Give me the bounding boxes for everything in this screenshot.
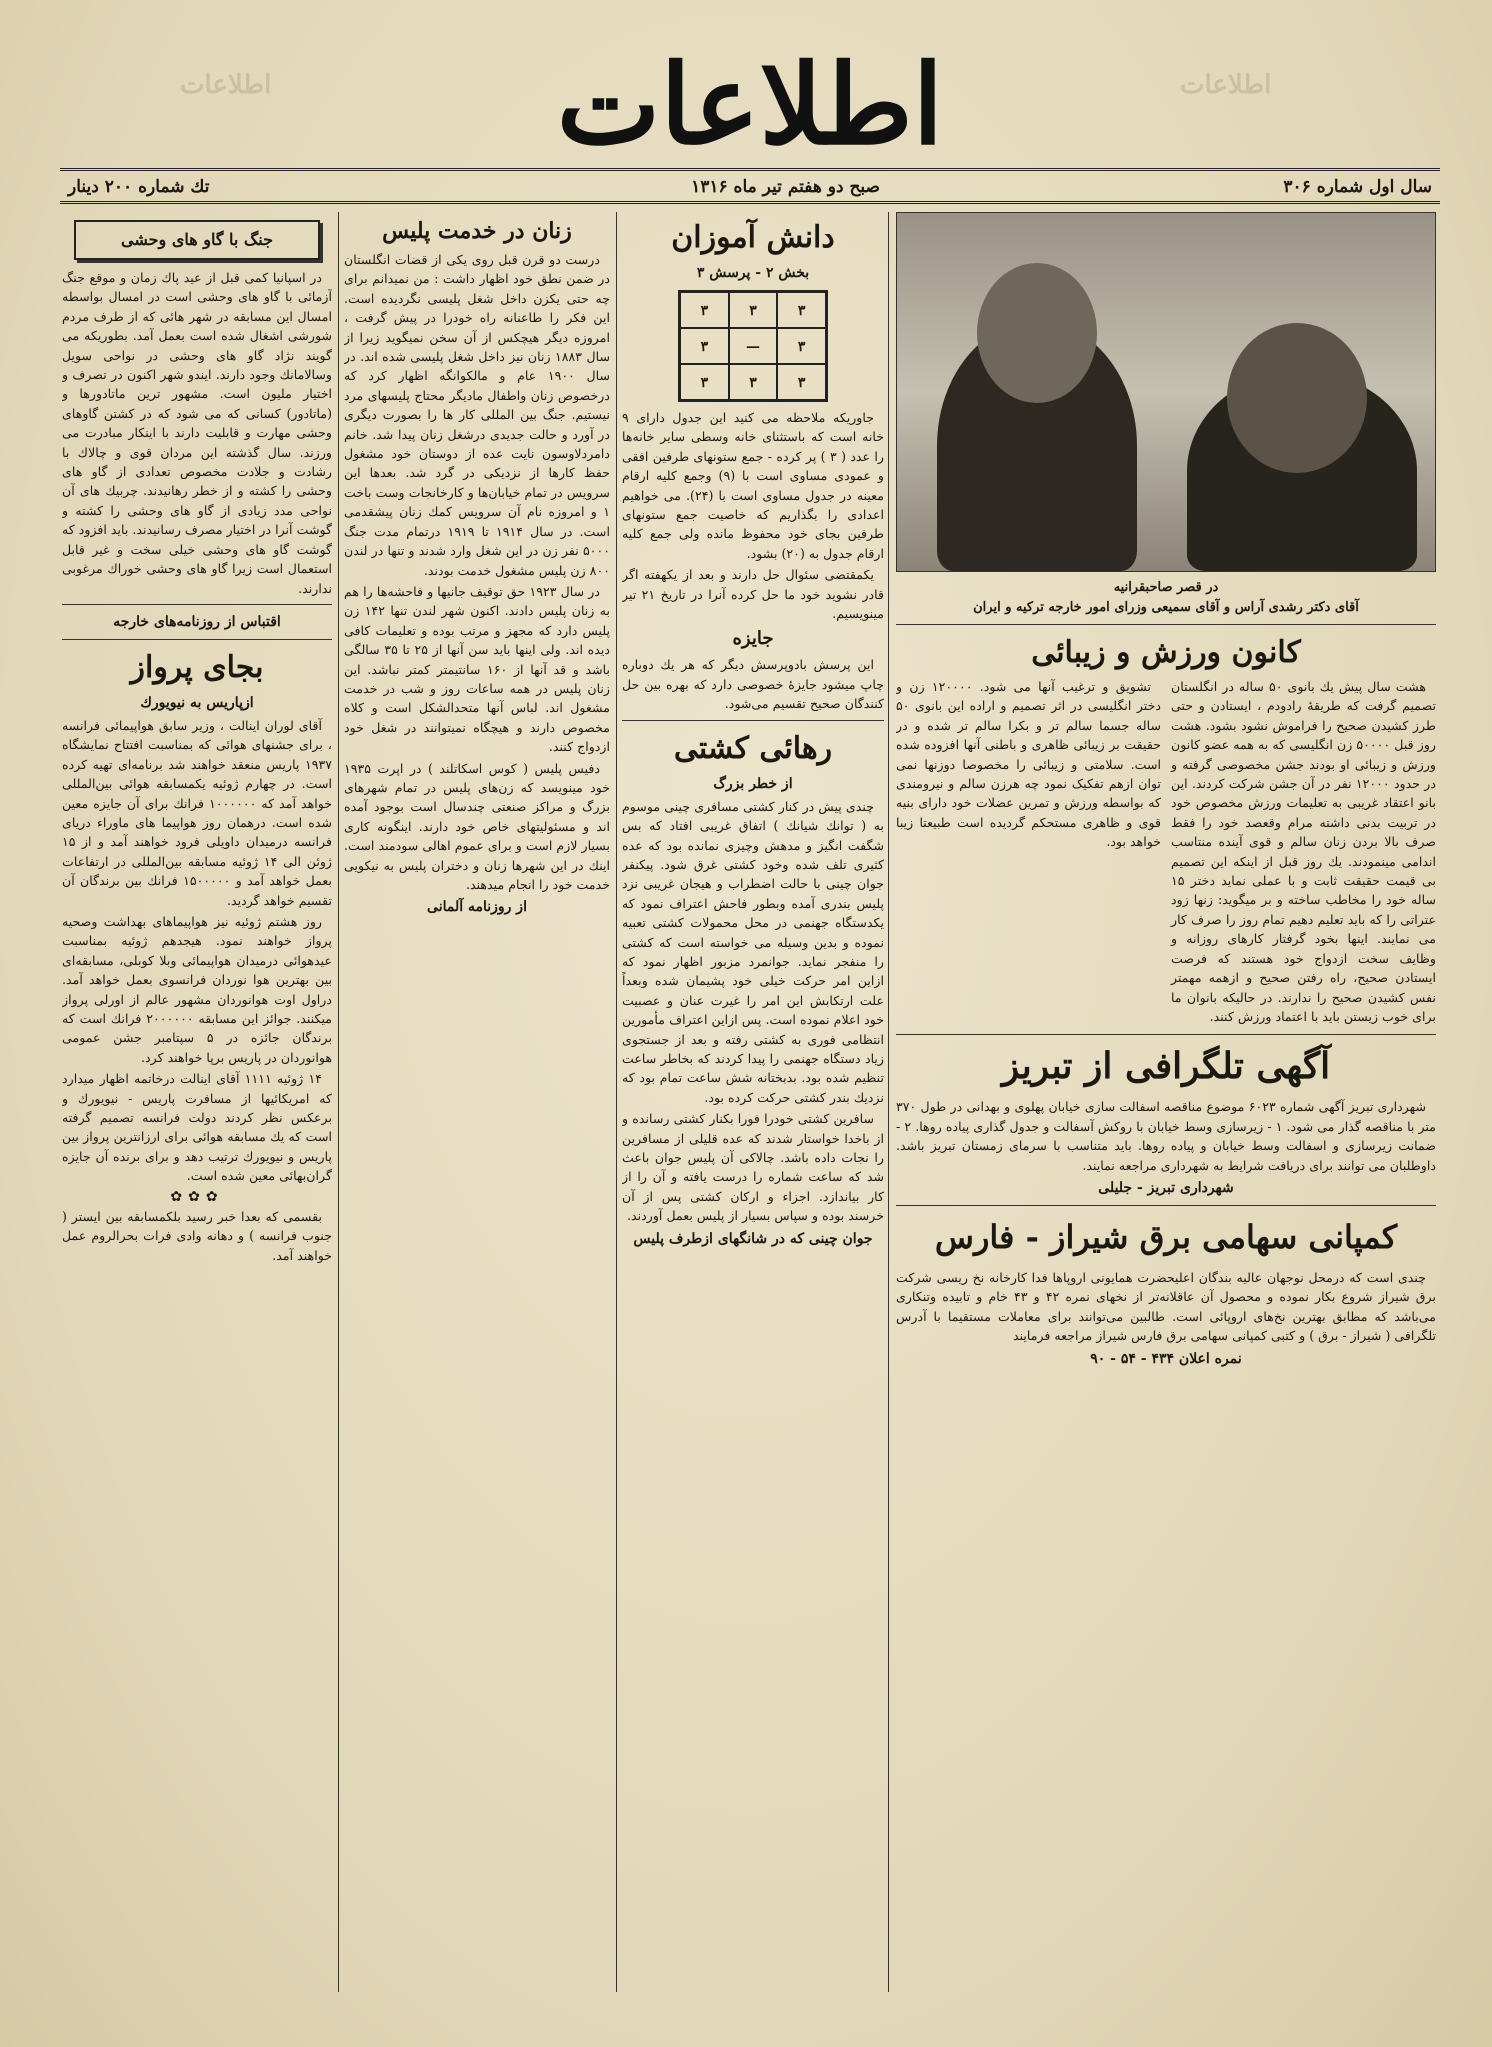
photo-caption <box>896 578 1436 618</box>
students-subtitle: بخش ۲ - پرسش ۳ <box>696 265 810 281</box>
dateline <box>60 168 1440 204</box>
column-rule <box>616 212 617 1992</box>
puzzle-cell: ۳ <box>680 328 729 364</box>
bullfight-box-title: جنگ با گاو های وحشی <box>74 220 320 260</box>
ship-story-footer: جوان چینی که در شانگهای ازطرف پلیس <box>633 1230 873 1247</box>
women-police-source: از روزنامه آلمانی <box>427 899 527 916</box>
head-left <box>977 263 1097 403</box>
flight-footer: بقسمی که بعدا خبر رسید بلکمسابقه بین ایستر ( جنوب فرانسه ) و دهانه وادی فرات بحرالروم عمل خواهند آمد. <box>62 1209 332 1263</box>
puzzle-text: جاوریکه ملاحظه می کنید این جدول دارای ۹ خانه است که باستثنای خانه وسطی سایر خانه‌ها را عدد ( ۳ ) پر کرده - جمع ستونهای طرفین افقی و عمودی مساوی است با (۹) وجمع کلیه ارقام معینه در جدول مساوی است با (۲۴). می خواهیم اعدادی را بگذاریم که خاصیت جمع ستونهای طرفین بجای خود محفوظ مانده ولی جمع کلیه ارقام جدول به (۲۰) بشود. <box>622 410 884 561</box>
prize-text: این پرسش بادوپرسش دیگر که هر یك دوباره چاپ میشود جایزهٔ خصوصی دارد که بهره بین حل کنندگان صحیح تقسیم می‌شود. <box>622 657 884 712</box>
ship-story-body-2: سافرین کشتی خودرا فورا بکنار کشتی رسانده و از باخدا خواستار شدند که عده قلیلی از مسافرین را نجات داده باشد. چالاکی آن پلیس جوان باعث شد که ساعت شماره را درست یافته و آن را از کار بیاندازد. اجزاء و ارکان کشتی پس از آن خرسند بوده و سپاس بسیار از پلیس بعمل آوردند. <box>622 1111 884 1224</box>
column-rule <box>338 212 339 1992</box>
divider <box>896 1034 1436 1035</box>
masthead <box>60 30 1440 170</box>
column-students <box>622 212 884 1992</box>
ship-story-title: رهائی کشتی <box>673 730 833 766</box>
issue-date: صبح دو هفتم تیر ماه ۱۳۱۶ <box>691 177 880 197</box>
ad-shiraz-body: چندی است که درمحل نوجهان عالیه بندگان اعلیحضرت همایونی اروپاها فدا کارخانه نخ ریسی شرکت برق شیراز شروع بکار نموده و محصول آن عاقلانه‌تر از نخهای نمره ۴۲ و ۴۳ خام و تابیده وتنکاری می‌باشد که مطابق بهترین نخ‌های اروپائی است. طالبین می‌توانند برای معاملات مستقیما با آدرس تلگرافی ( شیراز - برق ) و کتبی کمپانی سهامی برق فارس شیراز مراجعه فرمایند <box>896 1269 1436 1344</box>
women-police-title: زنان در خدمت پلیس <box>382 218 572 244</box>
number-puzzle <box>678 290 828 402</box>
issue-price: تك شماره ۲۰۰ دینار <box>68 177 210 197</box>
photo-caption-line2: آقای دکتر رشدی آراس و آقای سمیعی وزرای امور خارجه ترکیه و ایران <box>973 600 1359 615</box>
ghost-masthead-right: اطلاعات <box>1180 70 1272 100</box>
flight-title: بجای پرواز <box>130 649 264 685</box>
issue-number: سال اول شماره ۳۰۶ <box>1283 177 1432 197</box>
column-women-police <box>344 212 610 1992</box>
foreign-press-label: اقتباس از روزنامه‌های خارجه <box>113 613 281 630</box>
divider <box>896 1205 1436 1206</box>
column-rule <box>888 212 889 1992</box>
photo-ministers <box>896 212 1436 572</box>
ship-story-subtitle: از خطر بزرگ <box>713 775 793 792</box>
puzzle-cell: — <box>729 328 778 364</box>
women-police-body-3: دفیس پلیس ( کوس اسکاتلند ) در اپرت ۱۹۳۵ خود مینویسد که زن‌های پلیس در تمام شهرهای بزرگ و مراکز صنعتی چندسال است بوجود آمده اند و مسئولیتهای خاص خود دارند. اینگونه کاری بسیار لازم است و برای عموم اهالی سودمند است. اینك در این شهرها زنان و دختران پلیس به نیکویی خدمت خود را انجام میدهند. <box>344 760 610 892</box>
column-left <box>62 212 332 1992</box>
sport-beauty-body <box>896 677 1436 1028</box>
divider <box>896 624 1436 625</box>
flight-body-2: روز هشتم ژوئیه نیز هواپیماهای بهداشت وصحیه پرواز خواهند نمود. هیجدهم ژوئیه بمناسبت عیدهوائی درمیدان هواپیمائی وبلا کوبلی، مسابقه‌ای بین بهترین هوا نوردان فرانسوی بعمل خواهد آمد. دراول اوت هوانوردان مشهور عالم از اورلی پرواز میکنند. جوائز این مسابقه ۲۰۰۰۰۰۰ فرانك است که برندگان جائزه در ۵ سپتامبر جشن عمومی هوانوردان در پاریس برپا خواهند کرد. <box>62 913 332 1065</box>
puzzle-cell: ۳ <box>680 364 729 400</box>
ad-shiraz-title: کمپانی سهامی برق شیراز - فارس <box>934 1217 1398 1256</box>
flight-subtitle: ازپاریس به نیویورك <box>140 694 254 711</box>
ornament-flowers: ✿✿✿ <box>170 1188 224 1205</box>
masthead-title: اطلاعات <box>556 40 944 169</box>
puzzle-cell: ۳ <box>777 364 826 400</box>
puzzle-cell: ۳ <box>729 292 778 328</box>
women-police-body: درست دو قرن قبل روی یکی از قضات انگلستان در ضمن نطق خود اظهار داشت : من نمیدانم برای چه حتی یکزن داخل شغل پلیسی نگردیده است. این فکر را طاعنانه راه خودرا در پیش گرفت ، امروزه دیگر هیچکس از آن سخن نمیگوید زیرا از سال ۱۸۸۳ زنان نیز داخل شغل پلیسی شده اند. در سال ۱۹۰۰ عام و مالکوانگه اظهار کرد که درخصوص زنان واطفال مادیگر محتاج پلیسهای مرد نیستیم. جنگ بین المللی کار ها را بصورت دیگری در آورد و حالت جدیدی درشغل زنان پیدا شد. خانم دامردلاوسون نایت عده از دوستان خود مشغول حفظ کارها از نزدیکی در گرد شد. بعدها این سرویس در تمام خیابان‌ها و کارخانجات وست باخت ۱ و امروزه نام آن سرویس کمك زنان پیشقدمی است. در سال ۱۹۱۴ تا ۱۹۱۹ درتمام مدت جنگ ۵۰۰۰ نفر زن در این شغل وارد شدند و تنها در لندن ۸۰۰ زن پلیس مشغول خدمت بودند. <box>344 252 610 578</box>
ship-story-body: چندی پیش در کنار کشتی مسافری چینی موسوم به ( توانك شیانك ) اتفاق غریبی افتاد که بس شگفت انگیز و مدهش وچیزی نمانده بود که عده کثیری تلف شده وخود کشتی غرق شود. پیکنفر جوان چینی با حالت اضطراب و هیجان غریبی نزد پلیس بندری آمده وبطور فاحش اعتراف نمود که یکدستگاه جهنمی در محل محمولات کشتی تعبیه نموده و بدین وسیله می خواسته است که کشتی را منفجر نماید. جوانمرد مزبور اظهار نمود که ازاین امر حرکت خیلی خود پشیمان شده وبعداً علت ارتکابش این امر را غیرت عنان و عصبیت خود اعلام نموده است. پس ازاین اعتراف مأمورین انتظامی فوری به کشتی رفته و بعد از جستجوی زیاد دستگاه جهنمی را پیدا کردند که بخاطر ساعت تنظیم شده بود. بدبختانه شش ساعت تمام بود که نزدیك بندر کشتی حرکت کرده بود. <box>622 798 884 1105</box>
prize-title: جایزه <box>732 628 774 650</box>
ad-tabriz-footer: شهرداری تبریز - جلیلی <box>1098 1179 1234 1196</box>
puzzle-note: یکمقتضی سئوال حل دارند و بعد از یکهفته اگر قادر نشوید خود ما حل کرده آنرا در تاریخ ۲۱ تیر مینویسیم. <box>622 567 884 622</box>
ghost-masthead-left: اطلاعات <box>180 70 272 100</box>
puzzle-cell: ۳ <box>729 364 778 400</box>
flight-body: آقای لوران اینالت ، وزیر سابق هواپیمائی فرانسه ، برای جشنهای هوائی که بمناسبت افتتاح نمایشگاه ۱۹۳۷ پاریس منعقد خواهند شد برنامه‌ای تهیه کرده است. در چهارم ژوئیه یکمسابقه هوائی بین‌المللی خواهد آمد که ۱۰۰۰۰۰۰ فرانك برای آن جایزه معین شده است. درهمان روز هواپیما های ماوراء دریای فرانسه درمیدان داویلی فرود خواهند آمد و از ۱۵ ژوئن الی ۱۴ ژوئیه مسابقه بین‌المللی در ارتفاعات بعمل خواهد آمد و ۱۵۰۰۰۰۰ فرانك بین برندگان آن تقسیم خواهد گردید. <box>62 717 332 908</box>
divider <box>62 639 332 640</box>
ad-shiraz-footer: نمره اعلان ۴۳۴ - ۵۴ - ۹۰ <box>1090 1350 1242 1367</box>
bullfight-body: در اسپانیا کمی قبل از عید پاك زمان و موقع جنگ آزمائی با گاو های وحشی است در امسال بواسطه امسال این مسابقه در شهر هائی که از طرف مردم شورشی اشغال شده است بعمل آمد. بطوریکه می گویند نژاد گاو های وحشی در نواحی سویل وسالامانك وجود دارند. ایندو شهر اکنون در تصرف و اختیار ملیون است. مشهور ترین ماتادورها و (ماتادور) کسانی که می شود که در کشتن گاوهای وحشی مهارت و قابلیت دارند با اینکار مبادرت می ورزند. سال گذشته این مردان قوی و چالاك با رشادت و جلادت مخصوص تعدادی از گاو های وحشی را کشته و از خطر رهانیدند. چربیك های آن نواحی مدد زیادی از گاو های وحشی را کشته و گوشت آنرا در اختیار مصرف رسانیدند. باید افزود که گوشت گاو های وحشی خیلی سخت و غیر قابل استعمال است زیرا گاو های وحشی خوراك مرغوبی ندارند. <box>62 270 332 596</box>
column-right <box>896 212 1436 1992</box>
divider <box>622 720 884 721</box>
section-title-sport-beauty: کانون ورزش و زیبائی <box>1031 635 1301 670</box>
puzzle-cell: ۳ <box>680 292 729 328</box>
divider <box>62 604 332 605</box>
sport-beauty-text-1: هشت سال پیش یك بانوی ۵۰ ساله در انگلستان تصمیم گرفت که طریقهٔ رادودم ، ایستادن و حتی طرز کشیدن صحیح را فراموش نشود بشود. هشت روز قبل ۵۰۰۰۰ زن انگلیسی که به همه عضو کانون ورزش و زیبائی او بودند جشن مخصوصی گرفته و در حدود ۱۲۰۰۰ نفر در آن جشن شرکت کردند. این بانو اعتقاد غریبی به تعلیمات ورزش مخصوص خود در تربیت بدنی داشته مرام وقعصد خود را فقط صرف بالا بردن زنان سالم و قوی آینده منتاسب اندامی مینمودند. یك روز قبل از اینکه این تصمیم بی قیمت حقیقت ثابت و با عملی نماید دختر ۱۵ ساله خود را مخاطب ساخته و بر میگوید: زنها زود عتراتی را که باید تعلیم دهیم تمام روز را صرف کار می نمایند. اینها بخود گرفتار کارهای روزانه و وظایف سخت ازدواج خود هستند که فرصت ایستادن صحیح، راه رفتن صحیح و ازهمه مهمتر نفس کشیدن صحیح را ندارند. در حالیکه بانوان ما برای خوب زیستن باید با اعتماد ورزش کنند. <box>1171 679 1436 1024</box>
puzzle-cell: ۳ <box>777 292 826 328</box>
puzzle-cell: ۳ <box>777 328 826 364</box>
women-police-body-2: در سال ۱۹۲۳ حق توقیف جانیها و فاحشه‌ها را هم به زنان پلیس دادند. اکنون شهر لندن تنها ۱۴۲ زن پلیس دارد که مجهز و مرتب بوده و تعلیمات کافی دیده اند. ولی اینها باید سن آنها از ۲۵ تا ۳۵ سالگی باشد و قد آنها از ۱۶۰ سانتیمتر کمتر نباشد. این زنان پلیس در همه ساعات روز و شب در خدمت مشغول اند. لباس آنها متحدالشکل است و کلاه مخصوص دارند و هیچگاه نمیتوانند در شغل خود ازدواج کنند. <box>344 583 610 755</box>
sport-beauty-text-2: تشویق و ترغیب آنها می شود. ۱۲۰۰۰۰ زن و دختر انگلیسی در اثر تصمیم و اراده این بانوی ۵۰ ساله جسما سالم تر و بکرا سالم تر شده و در حقیقت بر زیبائی ظاهری و باطنی آنها افزوده شده است. سلامتی و زیبائی را مخصوصا دوزنها نمی توان ازهم تفکیک نمود چه هرزن سالم و نیرومندی که بواسطه ورزش و تمرین عضلات خود دارای بنیه قوی و ظاهری مستحکم گردیده است طبیعتا زیبا خواهد بود. <box>896 679 1161 850</box>
photo-caption-line1: در قصر صاحبقرانیه <box>1113 580 1219 595</box>
ad-tabriz-body: شهرداری تبریز آگهی شماره ۶۰۲۳ موضوع مناقصه اسفالت سازی خیابان پهلوی و بهدانی در طول ۳۷۰ متر با مناقصه گذار می شود. ۱ - زیرسازی وسط خیابان با روکش آسفالت و جدول گذاری پیاده روها. ۲ - ضمانت زیرسازی و اسفالت وسط خیابان و پیاده روها. باید متناسب با سرمای زمستان تبریز باشد. داوطلبان می توانند برای دریافت شرایط به شهرداری مراجعه نمایند. <box>896 1099 1436 1173</box>
ad-tabriz-title: آگهی تلگرافی از تبریز <box>1001 1045 1331 1088</box>
flight-body-3: ۱۴ ژوئیه ۱۱۱۱ آقای اینالت درخاتمه اظهار میدارد که امریکائیها از مسافرت پاریس - نیویورك و برعکس نظر کردند دولت فرانسه تصمیم گرفته است که یك مسابقه هوائی برای ارزانترین پرواز بین پاریس و نیویورك ترتیب دهد و برای برنده آن جایزه گران‌بهائی معین شده است. <box>62 1071 332 1184</box>
head-right <box>1227 323 1367 473</box>
students-title: دانش آموزان <box>671 220 835 255</box>
